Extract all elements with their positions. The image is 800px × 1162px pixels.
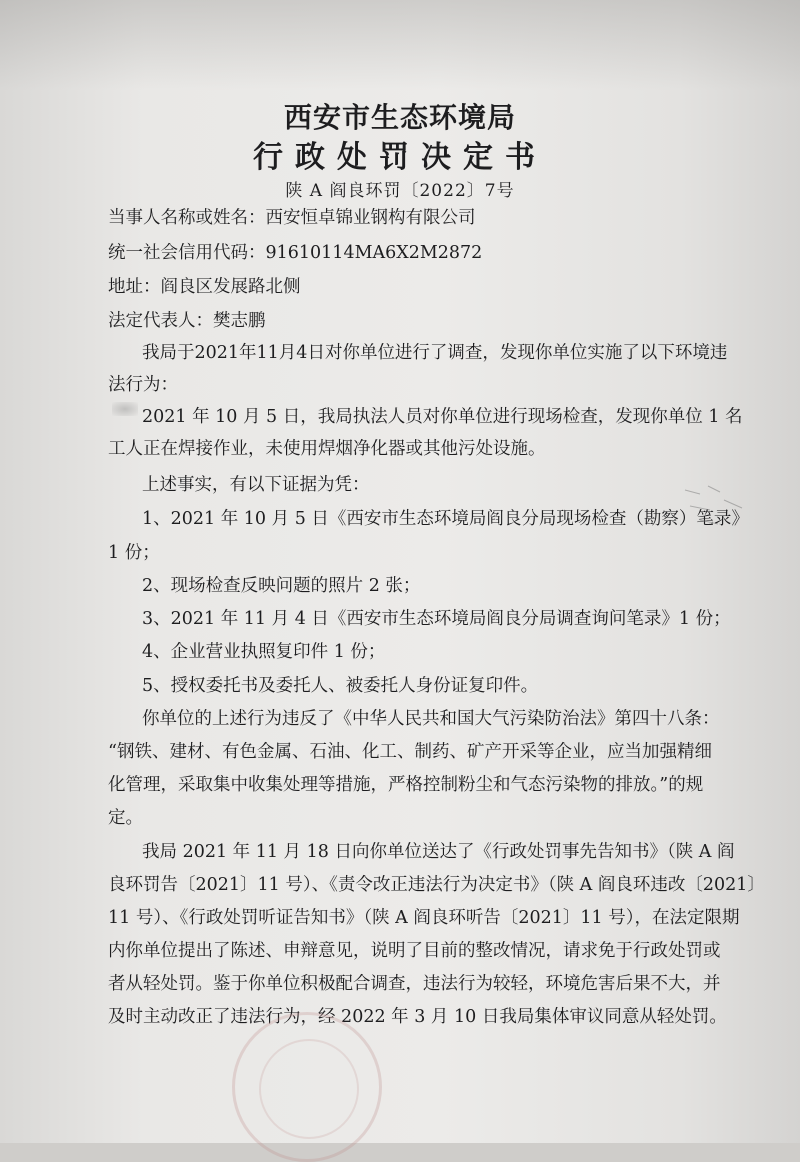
official-seal-inner-ring xyxy=(259,1039,359,1139)
body-line: 化管理，采取集中收集处理等措施，严格控制粉尘和气态污染物的排放。”的规 xyxy=(108,775,704,795)
credit-code-value: 91610114MA6X2M2872 xyxy=(265,243,483,263)
body-line: 3、2021 年 11 月 4 日《西安市生态环境局阎良分局调查询问笔录》1 份； xyxy=(142,609,731,629)
body-line: 良环罚告〔2021〕11 号）、《责令改正违法行为决定书》（陕 A 阎良环违改〔2021〕 xyxy=(108,875,765,895)
address-label: 地址： xyxy=(108,277,161,297)
scan-shadow xyxy=(0,0,800,90)
body-line: 2、现场检查反映问题的照片 2 张； xyxy=(142,576,421,596)
scan-smudge xyxy=(112,402,138,416)
document-type-title: 行政处罚决定书 xyxy=(253,140,547,175)
body-line: 1 份； xyxy=(108,543,160,563)
issuing-authority-title: 西安市生态环境局 xyxy=(283,101,516,134)
body-line: 你单位的上述行为违反了《中华人民共和国大气污染防治法》第四十八条： xyxy=(142,709,720,729)
address-row xyxy=(108,279,301,297)
body-line: 4、企业营业执照复印件 1 份； xyxy=(142,642,386,662)
legal-representative-label: 法定代表人： xyxy=(108,311,213,331)
body-line: 及时主动改正了违法行为，经 2022 年 3 月 10 日我局集体审议同意从轻处罚。 xyxy=(108,1007,727,1027)
pen-marks xyxy=(680,480,750,530)
body-line: 2021 年 10 月 5 日，我局执法人员对你单位进行现场检查，发现你单位 1 名 xyxy=(142,407,743,427)
body-line: 内你单位提出了陈述、申辩意见，说明了目前的整改情况，请求免于行政处罚或 xyxy=(108,941,721,961)
official-seal xyxy=(232,1012,382,1162)
credit-code-row xyxy=(108,245,482,263)
legal-representative-row xyxy=(108,313,266,331)
body-line: 5、授权委托书及委托人、被委托人身份证复印件。 xyxy=(142,676,539,696)
legal-representative-value: 樊志鹏 xyxy=(213,311,266,331)
body-line: 者从轻处罚。鉴于你单位积极配合调查，违法行为较轻，环境危害后果不大，并 xyxy=(108,974,721,994)
body-line: 定。 xyxy=(108,808,143,828)
party-name-row xyxy=(108,210,476,228)
body-line: 1、2021 年 10 月 5 日《西安市生态环境局阎良分局现场检查（勘察）笔录》 xyxy=(142,509,749,529)
body-line: 我局 2021 年 11 月 18 日向你单位送达了《行政处罚事先告知书》（陕 A 阎 xyxy=(142,842,735,862)
address-value: 阎良区发展路北侧 xyxy=(160,277,301,297)
body-line: “钢铁、建材、有色金属、石油、化工、制药、矿产开采等企业，应当加强精细 xyxy=(108,742,712,762)
party-name-label: 当事人名称或姓名： xyxy=(108,208,266,228)
party-name-value: 西安恒卓锦业钢构有限公司 xyxy=(265,208,476,228)
body-line: 法行为： xyxy=(108,375,178,395)
body-line: 我局于2021年11月4日对你单位进行了调查，发现你单位实施了以下环境违 xyxy=(142,343,728,363)
body-line: 工人正在焊接作业，未使用焊烟净化器或其他污处设施。 xyxy=(108,439,546,459)
document-number: 陕 A 阎良环罚〔2022〕7号 xyxy=(285,181,515,201)
body-line: 上述事实，有以下证据为凭： xyxy=(142,475,370,495)
credit-code-label: 统一社会信用代码： xyxy=(108,243,266,263)
body-line: 11 号）、《行政处罚听证告知书》（陕 A 阎良环听告〔2021〕11 号），在法定限期 xyxy=(108,908,740,928)
